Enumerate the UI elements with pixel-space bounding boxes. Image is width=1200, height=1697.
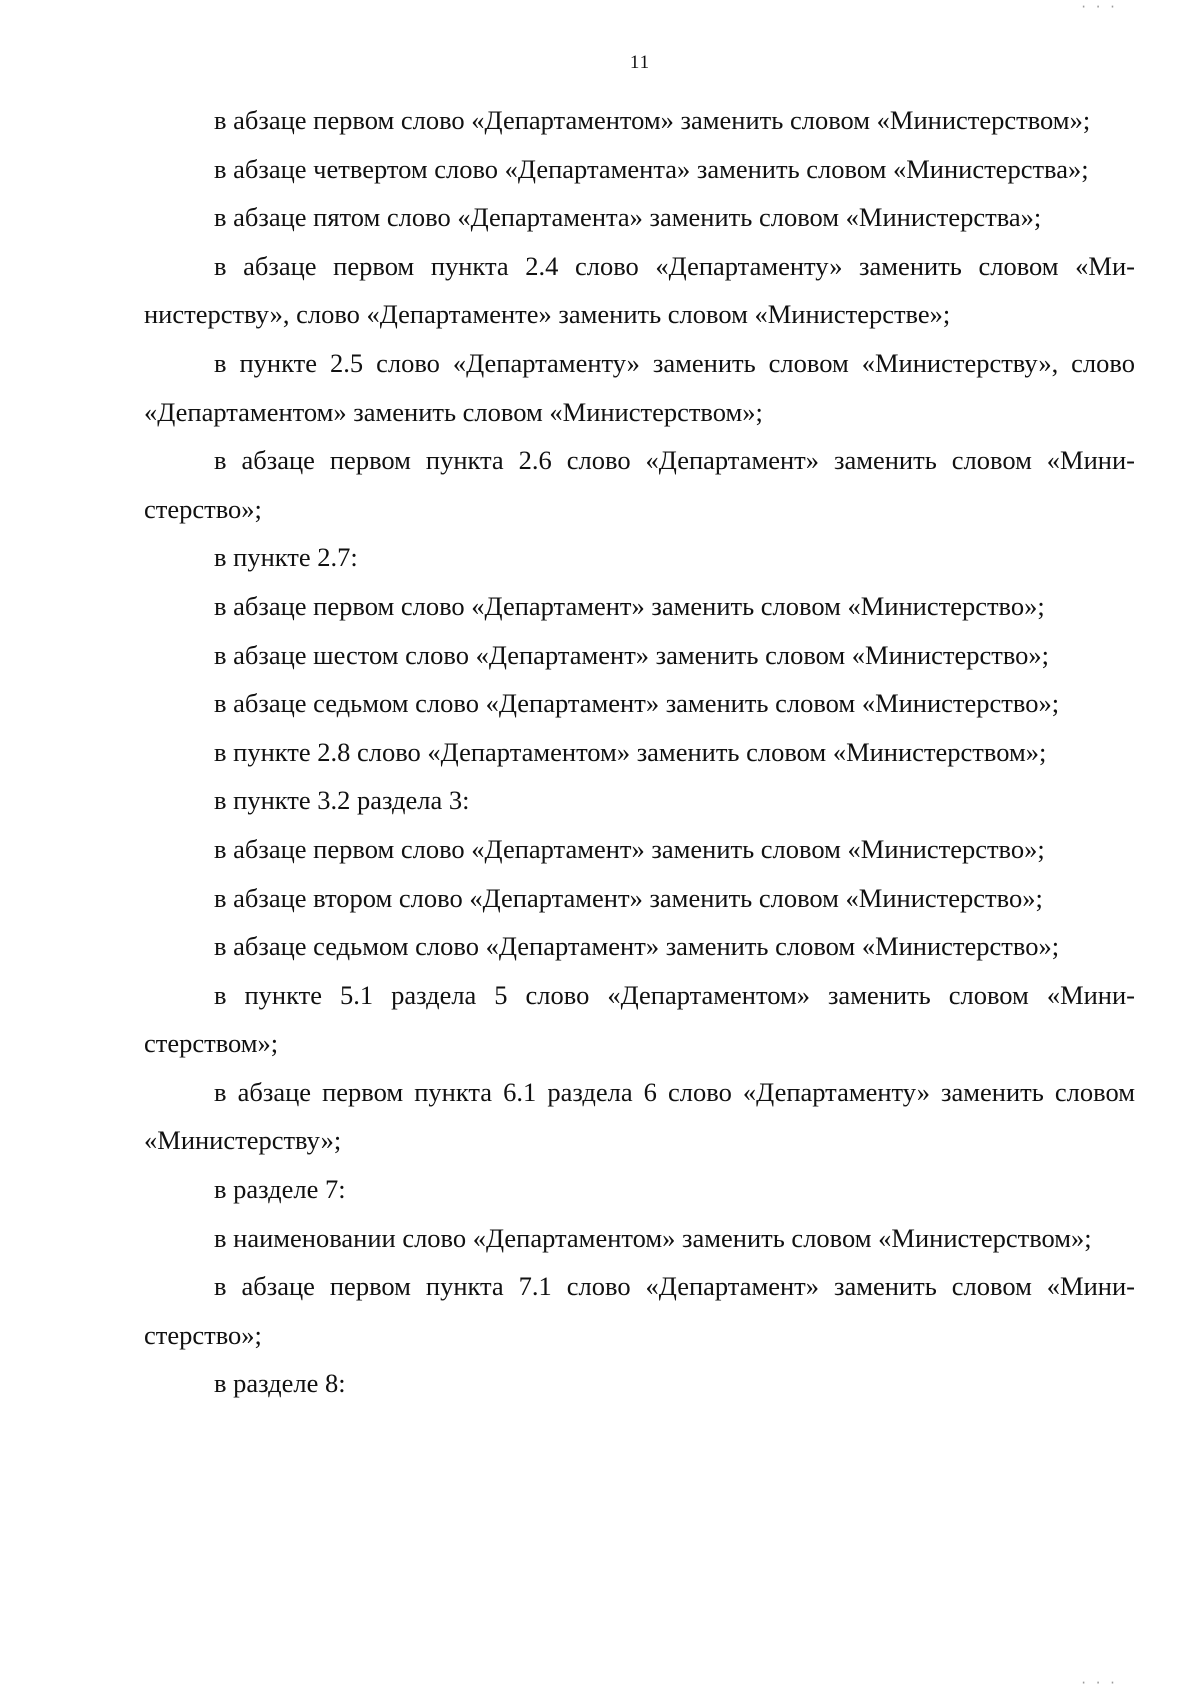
paragraph: в разделе 7:: [214, 1174, 346, 1205]
scan-mark: · · ·: [1080, 1676, 1117, 1690]
paragraph: в абзаце первом слово «Департамент» заменить словом «Министерство»;: [214, 590, 1045, 621]
paragraph: в абзаце первом пункта 2.6 слово «Департамент» заменить словом «Министерство»;: [144, 445, 1135, 524]
paragraph: в пункте 2.7:: [214, 542, 358, 573]
paragraph: в абзаце втором слово «Департамент» заменить словом «Министерство»;: [214, 882, 1043, 913]
paragraph: в наименовании слово «Департаментом» заменить словом «Министерством»;: [214, 1222, 1092, 1253]
scan-mark: · · ·: [1080, 0, 1117, 14]
paragraph: в абзаце седьмом слово «Департамент» заменить словом «Министерство»;: [214, 688, 1060, 719]
paragraph: в абзаце пятом слово «Департамента» заменить словом «Министерства»;: [214, 202, 1042, 233]
page-number: 11: [629, 52, 651, 73]
paragraph: в абзаце первом пункта 2.4 слово «Департаменту» заменить словом «Министерству», слово «Департаменте» заменить словом «Министерстве»;: [144, 250, 1135, 330]
document-body: [144, 96, 1135, 1408]
paragraph: в пункте 2.5 слово «Департаменту» заменить словом «Министерству», слово «Департаментом» заменить словом «Министерством»;: [144, 347, 1135, 427]
paragraph: в пункте 3.2 раздела 3:: [214, 785, 470, 816]
paragraph: в абзаце четвертом слово «Департамента» заменить словом «Министерства»;: [214, 153, 1089, 184]
paragraph: в абзаце первом пункта 6.1 раздела 6 слово «Департаменту» заменить словом «Министерству»;: [144, 1076, 1135, 1156]
paragraph: в абзаце первом пункта 7.1 слово «Департамент» заменить словом «Министерство»;: [144, 1271, 1135, 1350]
paragraph: в абзаце седьмом слово «Департамент» заменить словом «Министерство»;: [214, 931, 1060, 962]
paragraph: в пункте 2.8 слово «Департаментом» заменить словом «Министерством»;: [214, 736, 1047, 767]
paragraph: в пункте 5.1 раздела 5 слово «Департаментом» заменить словом «Министерством»;: [144, 979, 1135, 1059]
paragraph: в абзаце шестом слово «Департамент» заменить словом «Министерство»;: [214, 639, 1050, 670]
paragraph: в абзаце первом слово «Департаментом» заменить словом «Министерством»;: [214, 105, 1091, 135]
paragraph: в разделе 8:: [214, 1368, 346, 1399]
paragraph: в абзаце первом слово «Департамент» заменить словом «Министерство»;: [214, 833, 1045, 864]
